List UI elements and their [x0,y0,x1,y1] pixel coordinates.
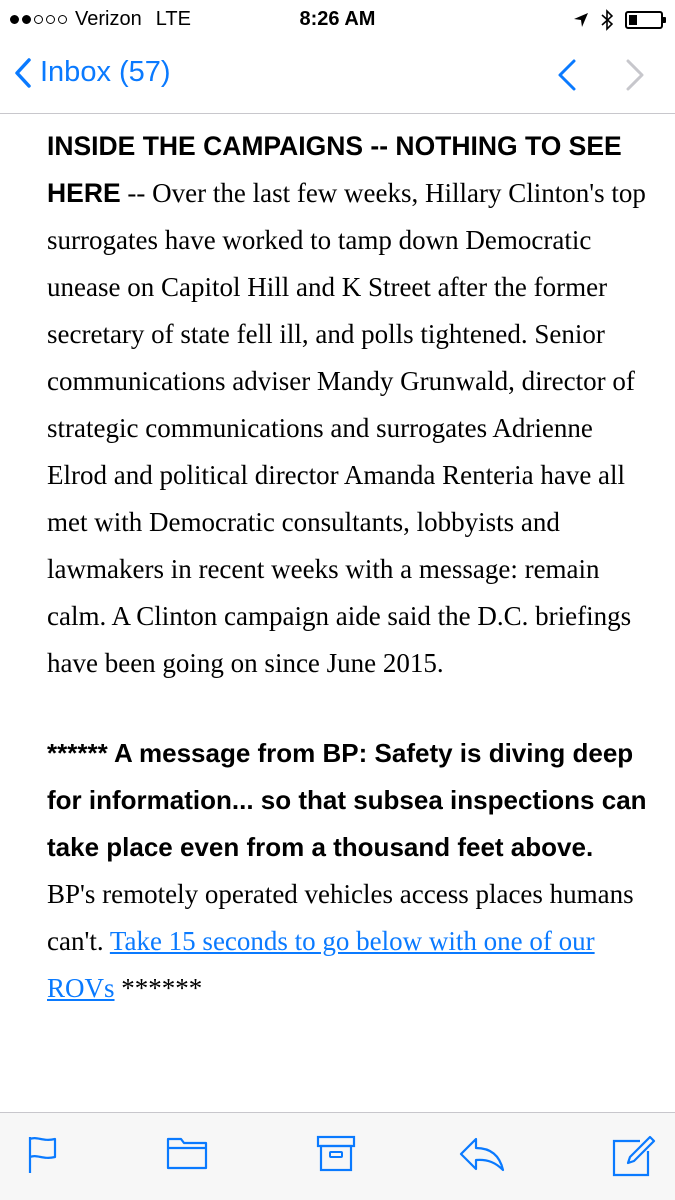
navigation-bar [0,40,675,114]
network-type: LTE [155,8,191,30]
ad-tail: ****** [114,973,203,1003]
previous-message-button[interactable] [556,58,578,92]
carrier-name: Verizon [75,8,142,30]
chevron-left-icon [14,58,32,88]
campaign-paragraph [47,125,647,689]
folder-icon[interactable] [166,1135,208,1171]
bluetooth-icon [601,9,613,31]
status-bar [0,0,675,40]
paragraph-text: -- Over the last few weeks, Hillary Clinton's top surrogates have worked to tamp down Democratic unease on Capitol Hill and K Street after the former secretary of state fell ill, and polls tightened. Senior communications adviser Mandy Grunwald, director of strategic communications and surrogates Adrienne Elrod and political director Amanda Renteria have all met with Democratic consultants, lobbyists and lawmakers in recent weeks with a message: remain calm. A Clinton campaign aide said the D.C. briefings have been going on since June 2015. [47,178,646,678]
reply-icon[interactable] [458,1135,506,1173]
flag-icon[interactable] [27,1135,59,1175]
ad-block [47,732,647,1014]
bottom-toolbar [0,1112,675,1200]
battery-icon [625,11,663,29]
location-arrow-icon [573,12,589,28]
archive-icon[interactable] [316,1135,356,1173]
ad-link[interactable]: Take 15 seconds to go below with one of our ROVs [47,926,595,1003]
next-message-button [624,58,646,92]
compose-icon[interactable] [610,1135,656,1179]
section-headline: INSIDE THE CAMPAIGNS -- NOTHING TO SEE HERE [47,131,622,208]
ad-headline: ****** A message from BP: Safety is diving deep for information... so that subsea inspections can take place even from a thousand feet above. [47,738,647,862]
status-time: 8:26 AM [299,8,376,30]
email-body [47,125,647,1014]
back-to-inbox-button[interactable] [14,56,171,89]
ad-body: BP's remotely operated vehicles access places humans can't. [47,879,634,956]
back-label: Inbox (57) [40,56,171,88]
